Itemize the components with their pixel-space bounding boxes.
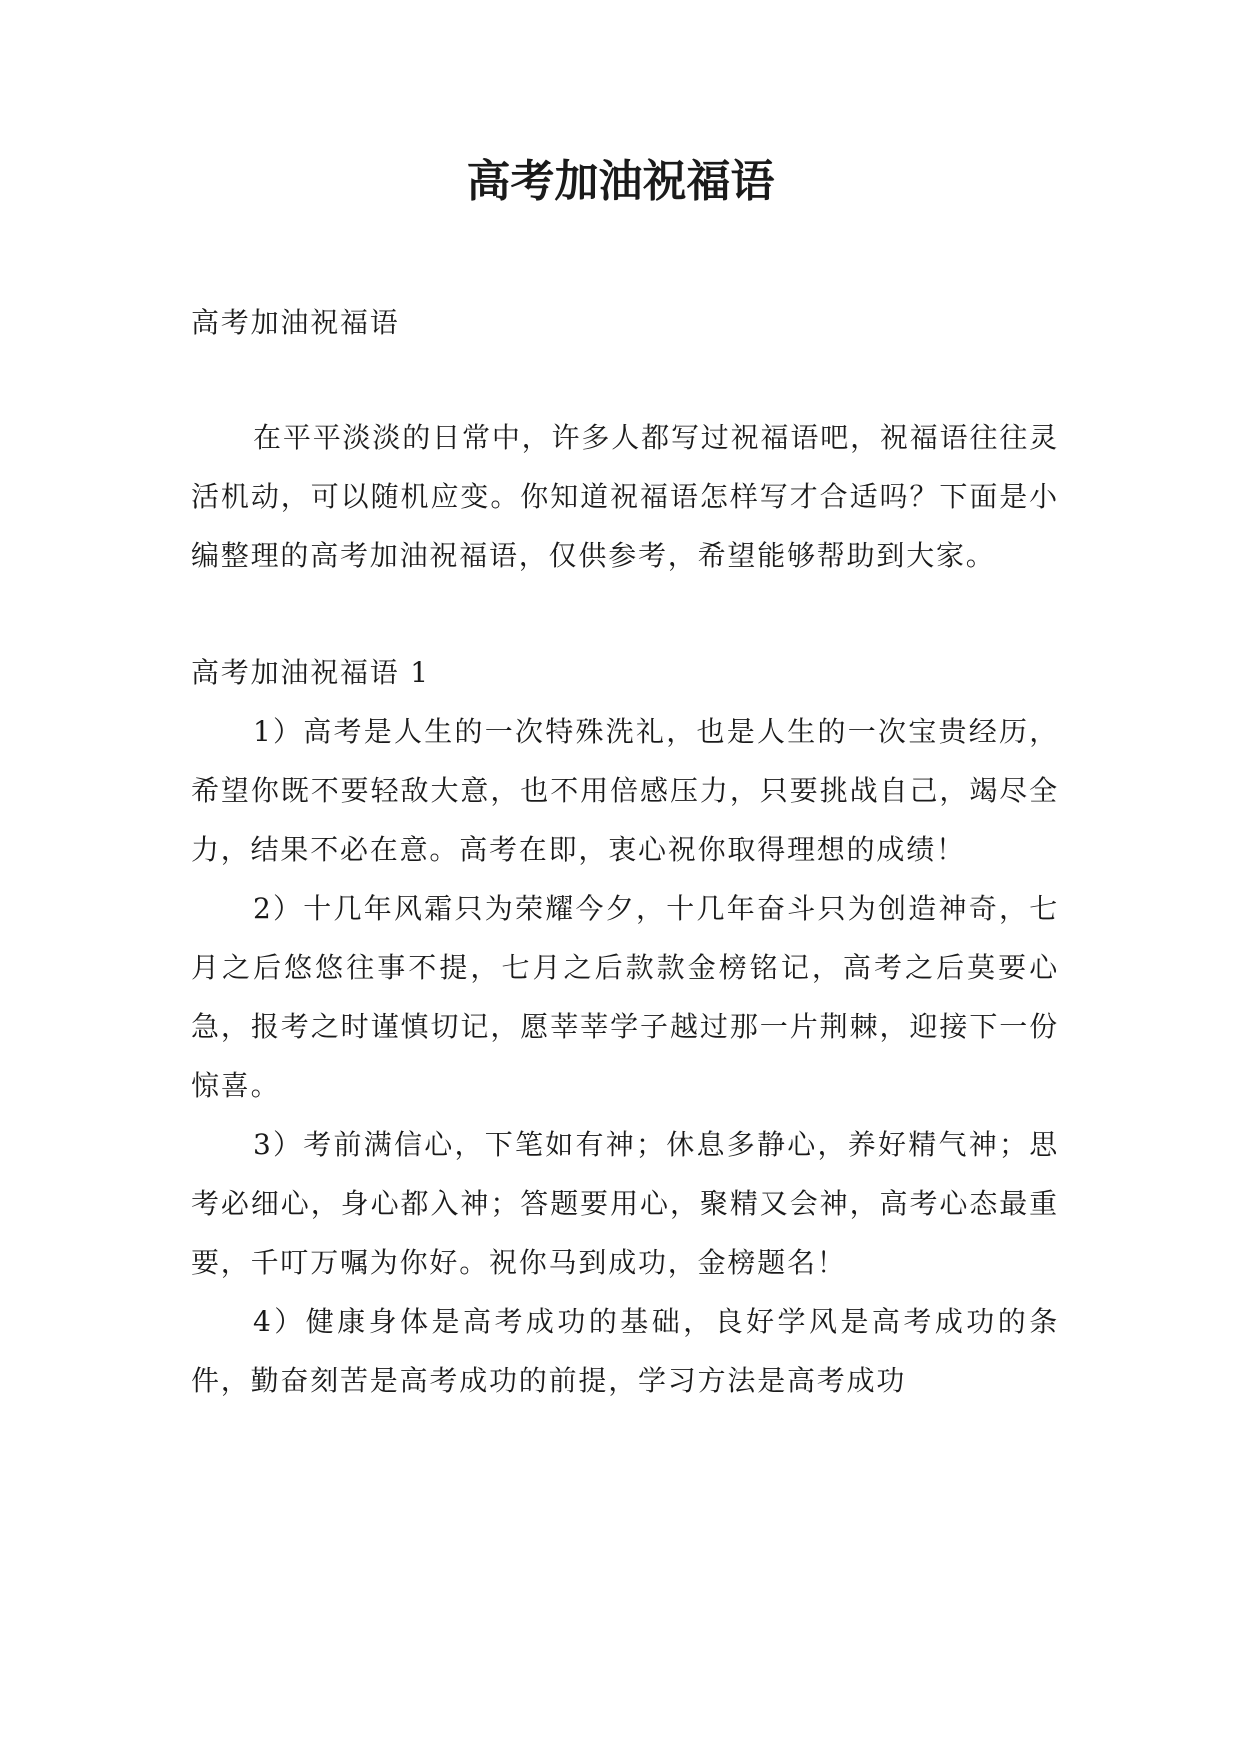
- spacer: [191, 585, 1059, 643]
- intro-paragraph: 在平平淡淡的日常中，许多人都写过祝福语吧，祝福语往往灵活机动，可以随机应变。你知道祝福语怎样写才合适吗？下面是小编整理的高考加油祝福语，仅供参考，希望能够帮助到大家。: [191, 421, 1059, 572]
- blessing-item-3: 3）考前满信心，下笔如有神；休息多静心，养好精气神；思考必细心，身心都入神；答题要用心，聚精又会神，高考心态最重要，千叮万嘱为你好。祝你马到成功，金榜题名！: [191, 1128, 1059, 1279]
- blessing-item-1: 1）高考是人生的一次特殊洗礼，也是人生的一次宝贵经历，希望你既不要轻敌大意，也不用倍感压力，只要挑战自己，竭尽全力，结果不必在意。高考在即，衷心祝你取得理想的成绩！: [191, 715, 1059, 866]
- blessing-item-2: 2）十几年风霜只为荣耀今夕，十几年奋斗只为创造神奇，七月之后悠悠往事不提，七月之后款款金榜铭记，高考之后莫要心急，报考之时谨慎切记，愿莘莘学子越过那一片荆棘，迎接下一份惊喜。: [191, 892, 1059, 1102]
- blessing-item-4: 4）健康身体是高考成功的基础，良好学风是高考成功的条件，勤奋刻苦是高考成功的前提，学习方法是高考成功: [191, 1305, 1059, 1397]
- spacer: [191, 352, 1059, 408]
- section-heading: 高考加油祝福语 1: [191, 656, 430, 689]
- document-subtitle: 高考加油祝福语: [191, 306, 400, 339]
- document-body: [191, 293, 1059, 1410]
- page-title: 高考加油祝福语: [466, 156, 775, 207]
